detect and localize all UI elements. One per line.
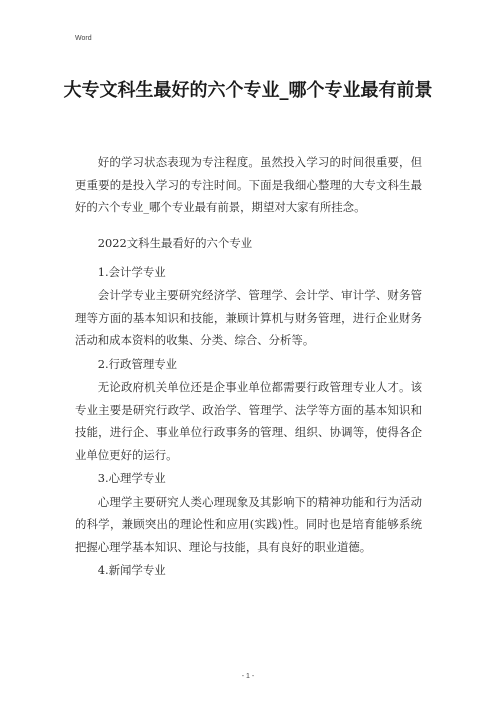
section-body: 心理学主要研究人类心理现象及其影响下的精神功能和行为活动的科学，兼顾突出的理论性和应用(实践)性。同时也是培育能够系统把握心理学基本知识、理论与技能，具有良好的职业道德。: [75, 494, 422, 554]
section-body: 无论政府机关单位还是企事业单位都需要行政管理专业人才。该专业主要是研究行政学、政治学、管理学、法学等方面的基本知识和技能，进行企、事业单位行政事务的管理、组织、协调等，使得各企业单位更好的运行。: [75, 380, 422, 462]
intro-block: [75, 151, 422, 219]
body-block: [75, 232, 422, 582]
section-heading: 1.会计学专业: [97, 264, 166, 279]
section-heading: 2.行政管理专业: [97, 356, 178, 371]
document-title: 大专文科生最好的六个专业_哪个专业最有前景: [63, 80, 433, 101]
section-heading: 3.心理学专业: [97, 471, 166, 485]
section-title: 2022文科生最看好的六个专业: [97, 236, 253, 250]
header-app-label: Word: [75, 35, 92, 42]
section-heading: 4.新闻学专业: [97, 563, 166, 577]
section-body: 会计学专业主要研究经济学、管理学、会计学、审计学、财务管理等方面的基本知识和技能，兼顾计算机与财务管理，进行企业财务活动和成本资料的收集、分类、综合、分析等。: [75, 288, 422, 347]
page-number: - 1 -: [241, 673, 255, 680]
intro-paragraph: 好的学习状态表现为专注程度。虽然投入学习的时间很重要，但更重要的是投入学习的专注时间。下面是我细心整理的大专文科生最好的六个专业_哪个专业最有前景，期望对大家有所挂念。: [75, 155, 422, 214]
